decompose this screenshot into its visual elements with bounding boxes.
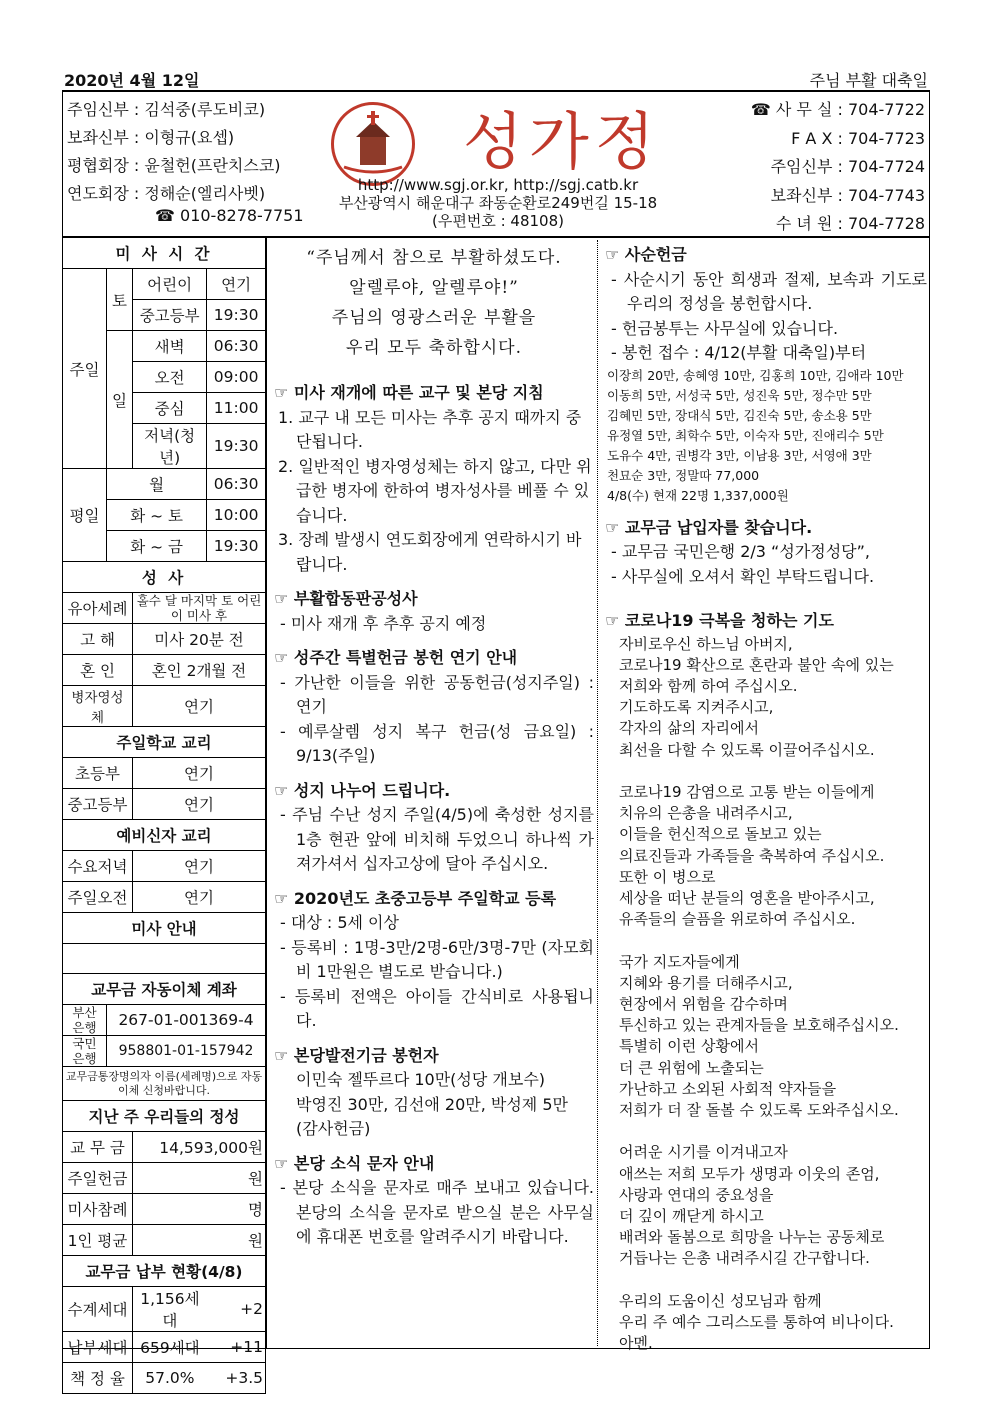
mass-time: 09:00 (207, 362, 266, 393)
status-value: 1,156세대 (133, 1287, 207, 1332)
mass-time: 연기 (207, 269, 266, 300)
donor-list (605, 366, 927, 506)
masthead (62, 92, 930, 237)
greeting-line: 주님의 영광스러운 부활을 (331, 308, 537, 328)
bank-name: 국민 은행 (63, 1036, 107, 1067)
notice-item: - 미사 재개 후 추후 공지 예정 (280, 613, 487, 633)
class-name: 초등부 (63, 758, 133, 789)
contact-convent: 수 녀 원 : 704-7728 (775, 214, 925, 233)
bulletin-date: 2020년 4월 12일 (64, 71, 200, 90)
sunday-label: 주일 (63, 269, 107, 469)
notice-item: - 등록비 : 1명-3만/2명-6만/3명-7만 (자모회비 1만원은 별도로 받습니다.) (280, 937, 594, 981)
offering-label: 교 무 금 (63, 1132, 133, 1163)
section-title: ☞ 성주간 특별헌금 봉헌 연기 안내 (274, 648, 518, 667)
status-change: +2 (207, 1287, 266, 1332)
sacrament-info: 미사 20분 전 (133, 624, 266, 655)
notice-item: - 헌금봉투는 사무실에 있습니다. (611, 318, 839, 338)
mass-name: 화 ~ 금 (107, 531, 207, 562)
info-table (62, 237, 266, 1394)
notice-item: 2. 일반적인 병자영성체는 하지 않고, 다만 위급한 병자에 한하여 병자성사를 베풀 수 있습니다. (278, 456, 592, 525)
notice-item: - 가난한 이들을 위한 공동헌금(성지주일) : 연기 (280, 672, 594, 716)
greeting-line: “주님께서 참으로 부활하셨도다. (306, 248, 562, 268)
class-status: 연기 (133, 758, 266, 789)
status-change: +3.5 (207, 1363, 266, 1394)
mass-name: 어린이 (133, 269, 207, 300)
donor-line: 도유수 4만, 권병각 3만, 이남용 3만, 서영애 3만 (607, 447, 872, 463)
saturday-label: 토 (107, 269, 133, 331)
section-title: ☞ 교무금 납입자를 찾습니다. (605, 517, 813, 537)
feast-name: 주님 부활 대축일 (809, 71, 928, 90)
offering-value: 명 (133, 1194, 266, 1225)
school-heading: 주일학교 교리 (63, 727, 266, 758)
section-title: ☞ 성지 나누어 드립니다. (274, 780, 451, 800)
mass-name: 오전 (133, 362, 207, 393)
mass-name: 중고등부 (133, 300, 207, 331)
mass-guide-heading: 미사 안내 (63, 913, 266, 944)
transfer-heading: 교무금 자동이체 계좌 (63, 974, 266, 1005)
notice-item: 1. 교구 내 모든 미사는 추후 공지 때까지 중단됩니다. (278, 407, 582, 451)
status-label: 수계세대 (63, 1287, 133, 1332)
staff-council: 평협회장 : 윤철헌(프란치스코) (67, 156, 281, 175)
staff-list (67, 96, 281, 208)
status-value: 659세대 (133, 1332, 207, 1363)
notice-item: - 교무금 국민은행 2/3 “성가정성당”, (611, 542, 871, 561)
class-name: 중고등부 (63, 789, 133, 820)
sacrament-name: 혼 인 (63, 655, 133, 686)
class-name: 수요저녁 (63, 851, 133, 882)
sacrament-heading: 성 사 (63, 562, 266, 593)
account-number: 267-01-001369-4 (107, 1005, 266, 1036)
donor-line: 이민숙 젤뚜르다 10만(성당 개보수) (296, 1070, 546, 1089)
offering-label: 미사참례 (63, 1194, 133, 1225)
sacrament-name: 병자영성체 (63, 686, 133, 727)
donor-line: 천묘순 3만, 정말따 77,000 (607, 467, 760, 483)
mass-name: 중심 (133, 393, 207, 424)
donor-line: 박영진 30만, 김선애 20만, 박성제 5만 (감사헌금) (296, 1094, 568, 1138)
notice-item: - 등록비 전액은 아이들 간식비로 사용됩니다. (280, 986, 594, 1030)
staff-assistant: 보좌신부 : 이형규(요셉) (67, 128, 235, 147)
contact-list (751, 96, 925, 239)
right-column (605, 243, 927, 1354)
church-logo (331, 102, 415, 186)
notice-item: - 주님 수난 성지 주일(4/5)에 축성한 성지를 1층 현관 앞에 비치해 두었으니 하나씩 가져가셔서 십자고상에 달아 주십시오. (280, 805, 594, 873)
church-address: 부산광역시 해운대구 좌동순환로249번길 15-18 (338, 194, 658, 212)
donor-total: 4/8(수) 현재 22명 1,337,000원 (607, 487, 789, 503)
section-title: ☞ 2020년도 초중고등부 주일학교 등록 (274, 888, 557, 908)
mass-name: 저녁(청년) (133, 424, 207, 469)
status-label: 책 정 율 (63, 1363, 133, 1394)
bulletin-title: 성가정 (463, 105, 661, 178)
mass-time: 10:00 (207, 500, 266, 531)
class-status: 연기 (133, 851, 266, 882)
sacrament-name: 유아세례 (63, 593, 133, 624)
mass-time-heading: 미 사 시 간 (63, 238, 266, 269)
mass-name: 새벽 (133, 331, 207, 362)
offering-value: 원 (133, 1163, 266, 1194)
sacrament-name: 고 해 (63, 624, 133, 655)
contact-pastor: 주임신부 : 704-7724 (770, 157, 925, 176)
status-value: 57.0% (133, 1363, 207, 1394)
sacrament-info: 연기 (133, 686, 266, 727)
mass-time: 11:00 (207, 393, 266, 424)
mass-guide-blank (63, 944, 266, 974)
column-divider-right (597, 240, 598, 1346)
notice-item: - 대상 : 5세 이상 (280, 913, 399, 932)
sunday-day-label: 일 (107, 331, 133, 469)
sacrament-info: 혼인 2개월 전 (133, 655, 266, 686)
offering-value: 14,593,000원 (133, 1132, 266, 1163)
transfer-note: 교무금통장명의자 이름(세례명)으로 자동이체 신청바랍니다. (63, 1067, 266, 1101)
notice-item: - 예루살렘 성지 복구 헌금(성 금요일) : 9/13(주일) (280, 721, 594, 765)
offering-label: 1인 평균 (63, 1225, 133, 1256)
prayer-text: 자비로우신 하느님 아버지, 코로나19 확산으로 혼란과 불안 속에 있는 저희와 함께 하여 주십시오. 기도하도록 지켜주시고, 각자의 삶의 자리에서 최선을 다할 수 있도록 이끌어주십시오. 코로나19 감염으로 고통 받는 이들에게 치유의 은총을 내려주시고, 이들을 헌신적으로 돌보고 있는 의료진들과 가족들을 축복하여 주십시오. 또한 이 병으로 세상을 떠난 분들의 영혼을 받아주시고, 유족들의 슬픔을 위로하여 주십시오. 국가 지도자들에게 지혜와 용기를 더해주시고, 현장에서 위험을 감수하며 투신하고 있는 관계자들을 보호해주십시오. 특별히 이런 상황에서 더 큰 위험에 노출되는 가난하고 소외된 사회적 약자들을 저희가 더 잘 돌볼 수 있도록 도와주십시오. 어려운 시기를 이겨내고자 애쓰는 저희 모두가 생명과 이웃의 존엄, 사랑과 연대의 중요성을 더 깊이 깨닫게 하시고 배려와 돌봄으로 희망을 나누는 공동체로 거듭나는 은총 내려주시길 간구합니다. 우리의 도움이신 성모님과 함께 우리 주 예수 그리스도를 통하여 비나이다. 아멘. (619, 634, 899, 1353)
weekday-label: 평일 (63, 469, 107, 562)
staff-funeral: 연도회장 : 정해순(엘리사벳) (67, 184, 266, 203)
middle-column (274, 243, 594, 1250)
class-status: 연기 (133, 882, 266, 913)
church-logo-icon (334, 105, 412, 183)
section-title: ☞ 본당 소식 문자 안내 (274, 1153, 435, 1173)
contact-office: ☎ 사 무 실 : 704-7722 (750, 100, 925, 119)
notice-item: - 사순시기 동안 희생과 절제, 보속과 기도로 우리의 정성을 봉헌합시다. (611, 269, 927, 313)
donor-line: 유정열 5만, 최학수 5만, 이숙자 5만, 진애리수 5만 (607, 427, 884, 443)
staff-phone: ☎ 010-8278-7751 (155, 206, 304, 225)
top-line (62, 62, 930, 92)
bank-name: 부산 은행 (63, 1005, 107, 1036)
greeting-line: 알렐루야, 알렐루야!” (349, 278, 519, 298)
account-number: 958801-01-157942 (107, 1036, 266, 1067)
contact-assistant: 보좌신부 : 704-7743 (770, 185, 925, 205)
mass-name: 월 (107, 469, 207, 500)
notice-item: - 봉헌 접수 : 4/12(부활 대축일)부터 (611, 343, 867, 362)
mass-time: 06:30 (207, 469, 266, 500)
zip-code: (우편번호 : 48108) (432, 212, 564, 230)
section-title: ☞ 코로나19 극복을 청하는 기도 (605, 611, 834, 630)
donor-line: 김혜민 5만, 장대식 5만, 김진숙 5만, 송소용 5만 (607, 407, 872, 423)
contact-fax: F A X : 704-7723 (791, 128, 925, 148)
offering-label: 주일헌금 (63, 1163, 133, 1194)
section-title: ☞ 부활합동판공성사 (274, 589, 418, 608)
donor-line: 이동희 5만, 서성국 5만, 성진욱 5만, 정수만 5만 (607, 387, 872, 403)
catechumen-heading: 예비신자 교리 (63, 820, 266, 851)
class-status: 연기 (133, 789, 266, 820)
notice-item: - 본당 소식을 문자로 매주 보내고 있습니다. 본당의 소식을 문자로 받으실 분은 사무실에 휴대폰 번호를 알려주시기 바랍니다. (280, 1178, 594, 1246)
column-divider-left (266, 237, 267, 1349)
mass-time: 06:30 (207, 331, 266, 362)
offering-heading: 지난 주 우리들의 정성 (63, 1101, 266, 1132)
mass-time: 19:30 (207, 424, 266, 469)
notice-item: 3. 장례 발생시 연도회장에게 연락하시기 바랍니다. (278, 530, 582, 574)
donor-line: 이장희 20만, 송혜영 10만, 김홍희 10만, 김애라 10만 (607, 367, 904, 383)
section-title: ☞ 미사 재개에 따른 교구 및 본당 지침 (274, 383, 544, 402)
church-contact-block (333, 176, 663, 230)
section-title: ☞ 본당발전기금 봉헌자 (274, 1045, 439, 1065)
website-url[interactable]: http://www.sgj.or.kr, http://sgj.catb.kr (357, 176, 639, 194)
section-title: ☞ 사순헌금 (605, 245, 687, 264)
mass-name: 화 ~ 토 (107, 500, 207, 531)
greeting-line: 우리 모두 축하합시다. (345, 338, 522, 358)
class-name: 주일오전 (63, 882, 133, 913)
status-heading: 교무금 납부 현황(4/8) (63, 1256, 266, 1287)
status-change: +11 (207, 1332, 266, 1363)
staff-pastor: 주임신부 : 김석중(루도비코) (67, 100, 266, 119)
mass-time: 19:30 (207, 531, 266, 562)
notice-item: - 사무실에 오셔서 확인 부탁드립니다. (611, 566, 875, 586)
sacrament-info: 홀수 달 마지막 토 어린이 미사 후 (133, 593, 266, 624)
status-label: 납부세대 (63, 1332, 133, 1363)
mass-time: 19:30 (207, 300, 266, 331)
offering-value: 원 (133, 1225, 266, 1256)
easter-greeting (274, 243, 594, 363)
